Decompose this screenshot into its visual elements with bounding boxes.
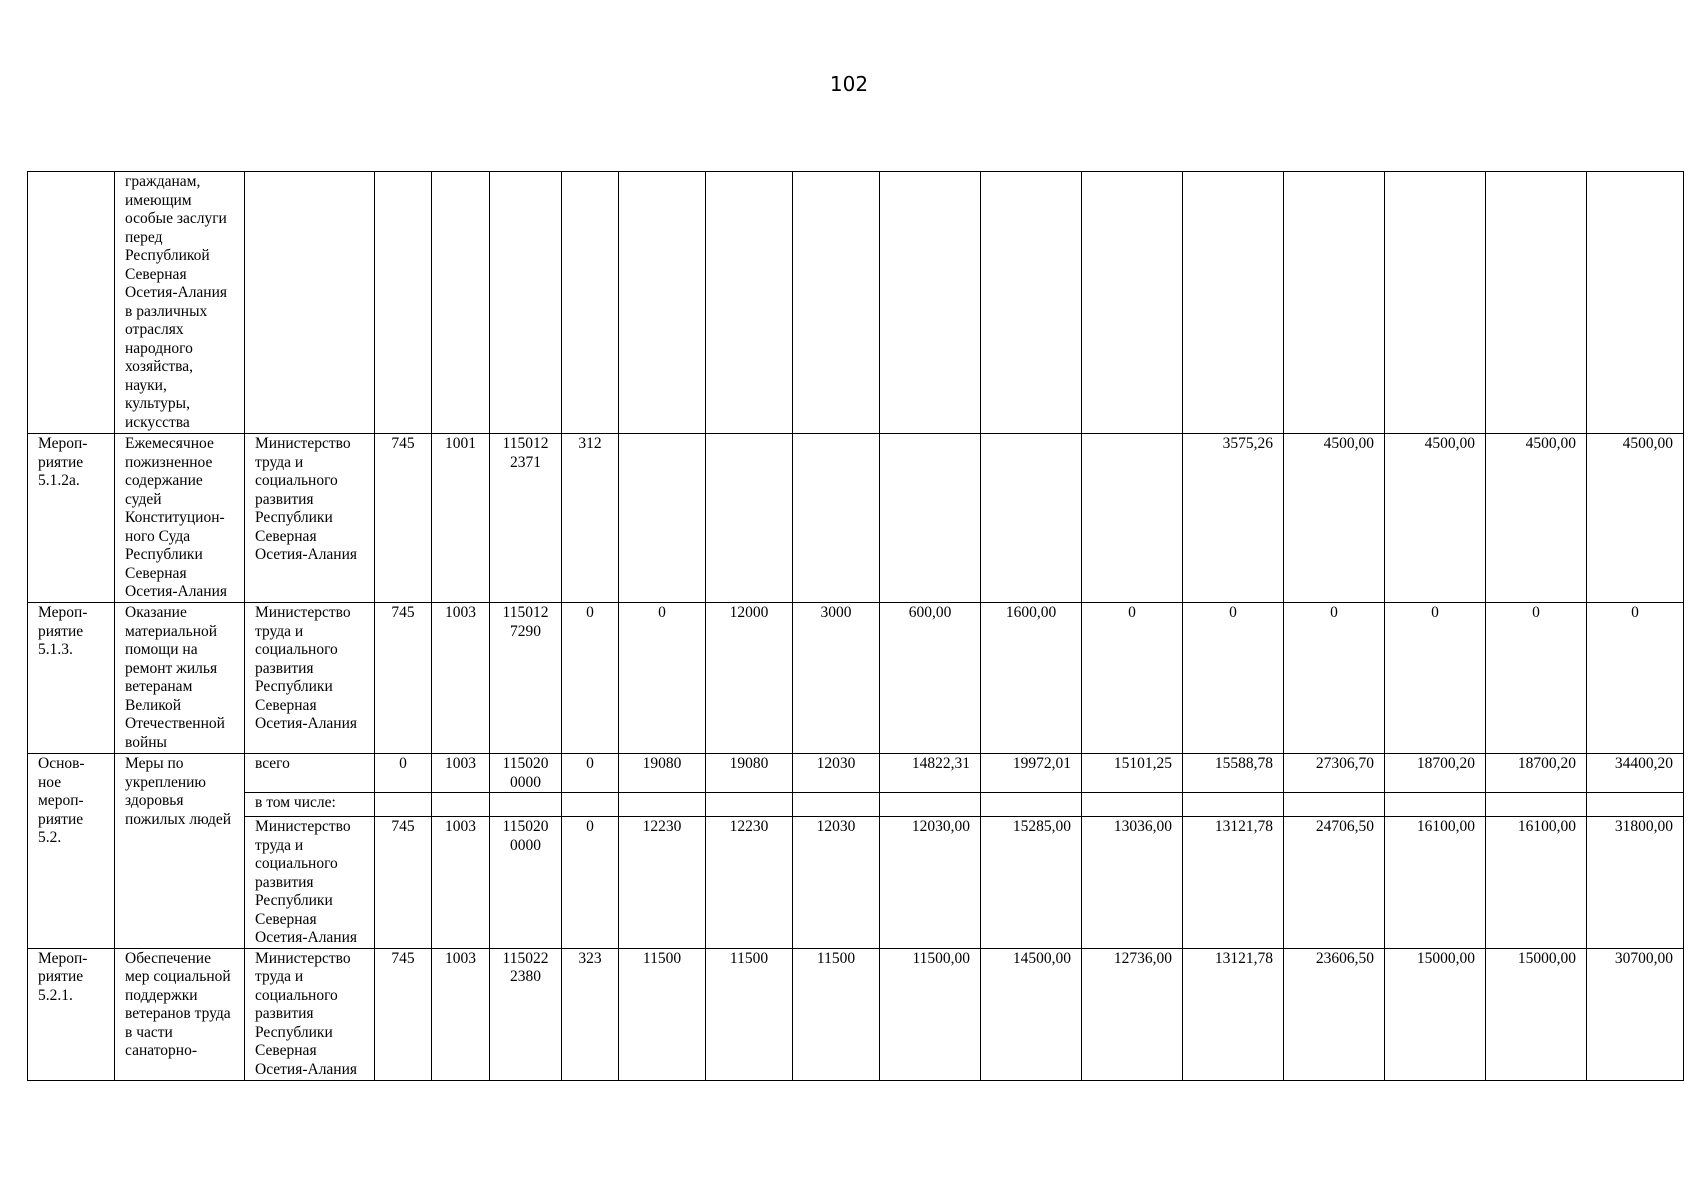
vr-cell xyxy=(562,172,619,434)
value-cell: 0 xyxy=(1385,603,1486,754)
vr-cell: 323 xyxy=(562,948,619,1080)
table-row xyxy=(28,603,1684,754)
vr-cell: 0 xyxy=(562,603,619,754)
page-number: 102 xyxy=(829,72,869,96)
value-cell: 11500,00 xyxy=(880,948,981,1080)
value-cell xyxy=(793,172,880,434)
value-cell xyxy=(1385,172,1486,434)
table-row xyxy=(28,793,1684,817)
rz-cell: 1003 xyxy=(432,948,490,1080)
row-label: Мероп-риятие 5.1.2а. xyxy=(28,434,115,603)
row-name: Обеспечение мер социальной поддержки ветеранов труда в части санаторно- xyxy=(115,948,245,1080)
value-cell: 31800,00 xyxy=(1587,817,1684,949)
csr-cell: 1150122371 xyxy=(490,434,562,603)
value-cell: 11500 xyxy=(619,948,706,1080)
value-cell: 15101,25 xyxy=(1082,754,1183,793)
value-cell: 14822,31 xyxy=(880,754,981,793)
row-label: Мероп-риятие 5.2.1. xyxy=(28,948,115,1080)
value-cell: 19972,01 xyxy=(981,754,1082,793)
value-cell: 12030,00 xyxy=(880,817,981,949)
value-cell: 14500,00 xyxy=(981,948,1082,1080)
vr-cell: 0 xyxy=(562,754,619,793)
value-cell: 4500,00 xyxy=(1385,434,1486,603)
value-cell: 12030 xyxy=(793,754,880,793)
row-executor xyxy=(245,172,375,434)
value-cell: 12230 xyxy=(619,817,706,949)
table-row xyxy=(28,817,1684,949)
value-cell xyxy=(981,172,1082,434)
value-cell xyxy=(619,434,706,603)
grbs-cell: 745 xyxy=(375,434,432,603)
value-cell: 16100,00 xyxy=(1385,817,1486,949)
row-label xyxy=(28,172,115,434)
budget-table xyxy=(27,171,1684,1081)
value-cell: 4500,00 xyxy=(1284,434,1385,603)
rz-cell: 1003 xyxy=(432,754,490,793)
value-cell: 13121,78 xyxy=(1183,817,1284,949)
value-cell: 18700,20 xyxy=(1385,754,1486,793)
value-cell: 0 xyxy=(1183,603,1284,754)
value-cell: 19080 xyxy=(619,754,706,793)
value-cell xyxy=(1486,172,1587,434)
value-cell: 15285,00 xyxy=(981,817,1082,949)
row-executor: Министерство труда и социального развития Республики Северная Осетия-Алания xyxy=(245,603,375,754)
table-row xyxy=(28,754,1684,793)
row-executor: Министерство труда и социального развития Республики Северная Осетия-Алания xyxy=(245,434,375,603)
value-cell: 30700,00 xyxy=(1587,948,1684,1080)
value-cell: 11500 xyxy=(793,948,880,1080)
value-cell: 24706,50 xyxy=(1284,817,1385,949)
value-cell: 0 xyxy=(1284,603,1385,754)
value-cell: 12030 xyxy=(793,817,880,949)
value-cell: 16100,00 xyxy=(1486,817,1587,949)
value-cell xyxy=(706,172,793,434)
table-row xyxy=(28,948,1684,1080)
value-cell xyxy=(1082,172,1183,434)
value-cell xyxy=(1082,434,1183,603)
value-cell xyxy=(981,434,1082,603)
value-cell xyxy=(793,434,880,603)
row-executor: Министерство труда и социального развития Республики Северная Осетия-Алания xyxy=(245,948,375,1080)
value-cell: 15000,00 xyxy=(1486,948,1587,1080)
row-label: Мероп-риятие 5.1.3. xyxy=(28,603,115,754)
csr-cell: 1150200000 xyxy=(490,754,562,793)
row-executor: в том числе: xyxy=(245,793,375,817)
csr-cell: 1150222380 xyxy=(490,948,562,1080)
value-cell: 19080 xyxy=(706,754,793,793)
table-row xyxy=(28,434,1684,603)
vr-cell: 312 xyxy=(562,434,619,603)
value-cell: 4500,00 xyxy=(1486,434,1587,603)
grbs-cell xyxy=(375,172,432,434)
value-cell: 1600,00 xyxy=(981,603,1082,754)
value-cell: 23606,50 xyxy=(1284,948,1385,1080)
grbs-cell: 745 xyxy=(375,948,432,1080)
value-cell: 12000 xyxy=(706,603,793,754)
csr-cell: 1150200000 xyxy=(490,817,562,949)
value-cell: 18700,20 xyxy=(1486,754,1587,793)
row-label: Основ-ное мероп-риятие 5.2. xyxy=(28,754,115,949)
value-cell xyxy=(1183,172,1284,434)
value-cell xyxy=(706,434,793,603)
value-cell: 15588,78 xyxy=(1183,754,1284,793)
row-name: Оказание материальной помощи на ремонт жилья ветеранам Великой Отечественной войны xyxy=(115,603,245,754)
value-cell: 3000 xyxy=(793,603,880,754)
rz-cell: 1003 xyxy=(432,603,490,754)
rz-cell xyxy=(432,172,490,434)
value-cell: 4500,00 xyxy=(1587,434,1684,603)
row-executor: всего xyxy=(245,754,375,793)
value-cell xyxy=(1284,172,1385,434)
row-name: Меры по укреплению здоровья пожилых людей xyxy=(115,754,245,949)
value-cell: 13121,78 xyxy=(1183,948,1284,1080)
value-cell: 600,00 xyxy=(880,603,981,754)
value-cell: 0 xyxy=(619,603,706,754)
row-name: Ежемесячное пожизненное содержание судей Конституцион-ного Суда Республики Северная Осетия-Алания xyxy=(115,434,245,603)
row-executor: Министерство труда и социального развития Республики Северная Осетия-Алания xyxy=(245,817,375,949)
value-cell: 12230 xyxy=(706,817,793,949)
grbs-cell: 0 xyxy=(375,754,432,793)
grbs-cell: 745 xyxy=(375,603,432,754)
value-cell xyxy=(880,172,981,434)
value-cell: 13036,00 xyxy=(1082,817,1183,949)
row-name: гражданам, имеющим особые заслуги перед Республикой Северная Осетия-Алания в различных отраслях народного хозяйства, науки, культуры, искусства xyxy=(115,172,245,434)
value-cell xyxy=(880,434,981,603)
value-cell: 11500 xyxy=(706,948,793,1080)
grbs-cell: 745 xyxy=(375,817,432,949)
rz-cell: 1003 xyxy=(432,817,490,949)
value-cell: 34400,20 xyxy=(1587,754,1684,793)
table-row xyxy=(28,172,1684,434)
value-cell: 3575,26 xyxy=(1183,434,1284,603)
vr-cell: 0 xyxy=(562,817,619,949)
value-cell xyxy=(1587,172,1684,434)
value-cell: 27306,70 xyxy=(1284,754,1385,793)
csr-cell: 1150127290 xyxy=(490,603,562,754)
value-cell: 15000,00 xyxy=(1385,948,1486,1080)
value-cell: 0 xyxy=(1587,603,1684,754)
value-cell: 12736,00 xyxy=(1082,948,1183,1080)
value-cell xyxy=(619,172,706,434)
rz-cell: 1001 xyxy=(432,434,490,603)
value-cell: 0 xyxy=(1082,603,1183,754)
value-cell: 0 xyxy=(1486,603,1587,754)
csr-cell xyxy=(490,172,562,434)
